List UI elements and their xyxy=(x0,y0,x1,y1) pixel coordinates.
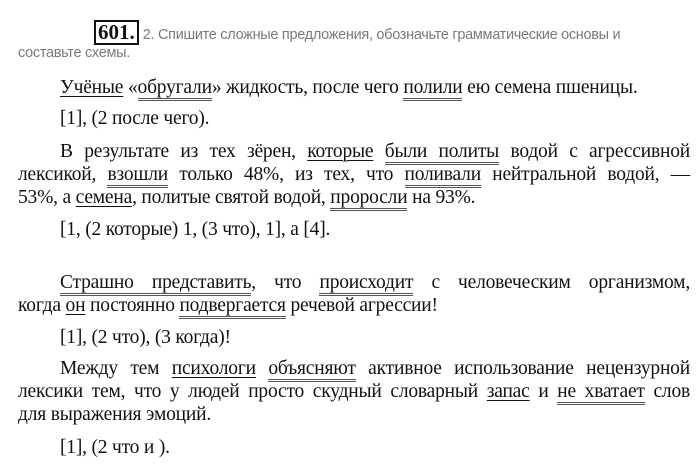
exercise-number: 601. xyxy=(94,20,139,45)
text-line xyxy=(18,218,690,241)
text-segment: нейтральной водой, — xyxy=(492,164,690,185)
text-segment: лексикой, xyxy=(18,164,108,185)
predicate-word: взошли xyxy=(107,164,168,188)
text-segment: 53%, а xyxy=(18,187,76,208)
text-segment: [1], (2 что), (3 когда)! xyxy=(60,327,231,348)
predicate-word: подвергается xyxy=(179,295,285,319)
subject-word: запас xyxy=(486,381,530,402)
text-segment: для выражения эмоций. xyxy=(18,404,212,425)
predicate-word: обругали xyxy=(138,77,212,101)
text-segment: слов xyxy=(653,381,690,402)
text-segment: на 93%. xyxy=(412,187,476,208)
text-line xyxy=(18,163,690,186)
text-segment: [1, (2 которые) 1, (3 что), 1], а [4]. xyxy=(60,219,331,240)
text-segment: ею семена пшеницы. xyxy=(467,77,638,98)
predicate-word: полили xyxy=(403,77,462,101)
predicate-word: объясняют xyxy=(268,358,355,382)
text-line xyxy=(18,186,690,209)
text-segment: активное использование нецензурной xyxy=(368,358,690,379)
text-segment: лексики тем, что у людей просто скудный словарный xyxy=(18,381,487,402)
text-segment: , политые святой водой, xyxy=(132,187,331,208)
text-line xyxy=(18,107,690,130)
text-segment: постоянно xyxy=(90,295,180,316)
subject-word: которые xyxy=(307,141,374,162)
predicate-word: происходит xyxy=(319,272,413,296)
predicate-word: не хватает xyxy=(557,381,644,405)
text-line xyxy=(18,140,690,163)
text-line xyxy=(18,271,690,294)
text-segment: речевой агрессии! xyxy=(290,295,438,316)
text-line xyxy=(18,357,690,380)
text-line xyxy=(18,380,690,403)
text-line xyxy=(18,76,690,99)
text-segment: » жидкость, после чего xyxy=(211,77,404,98)
text-segment: [1], (2 что и ). xyxy=(60,437,170,458)
task-text-continued: составьте схемы. xyxy=(18,45,130,61)
predicate-word: Страшно представить xyxy=(60,272,251,296)
text-segment: В результате из тех зёрен, xyxy=(60,141,308,162)
predicate-word: были политы xyxy=(385,141,499,165)
text-line xyxy=(18,436,690,459)
text-segment: только 48%, из тех, что xyxy=(179,164,405,185)
text-segment: водой с агрессивной xyxy=(510,141,690,162)
text-segment: с человеческим организмом, xyxy=(431,272,690,293)
subject-word: психологи xyxy=(171,358,256,379)
predicate-word: поливали xyxy=(405,164,481,188)
predicate-word: проросли xyxy=(330,187,407,211)
text-segment: [1], (2 после чего). xyxy=(60,108,210,129)
text-segment: , что xyxy=(251,272,320,293)
subject-word: Учёные xyxy=(60,77,124,98)
text-segment: Между тем xyxy=(60,358,172,379)
text-segment: и xyxy=(538,381,558,402)
subject-word: семена xyxy=(75,187,133,208)
text-segment: когда xyxy=(18,295,66,316)
exercise-header xyxy=(94,20,620,45)
text-line xyxy=(18,294,690,317)
text-line xyxy=(18,403,690,426)
task-text: 2. Спишите сложные предложения, обозначьте грамматические основы и xyxy=(142,27,621,43)
text-segment: « xyxy=(127,77,138,98)
subject-word: он xyxy=(65,295,86,316)
text-line xyxy=(18,326,690,349)
